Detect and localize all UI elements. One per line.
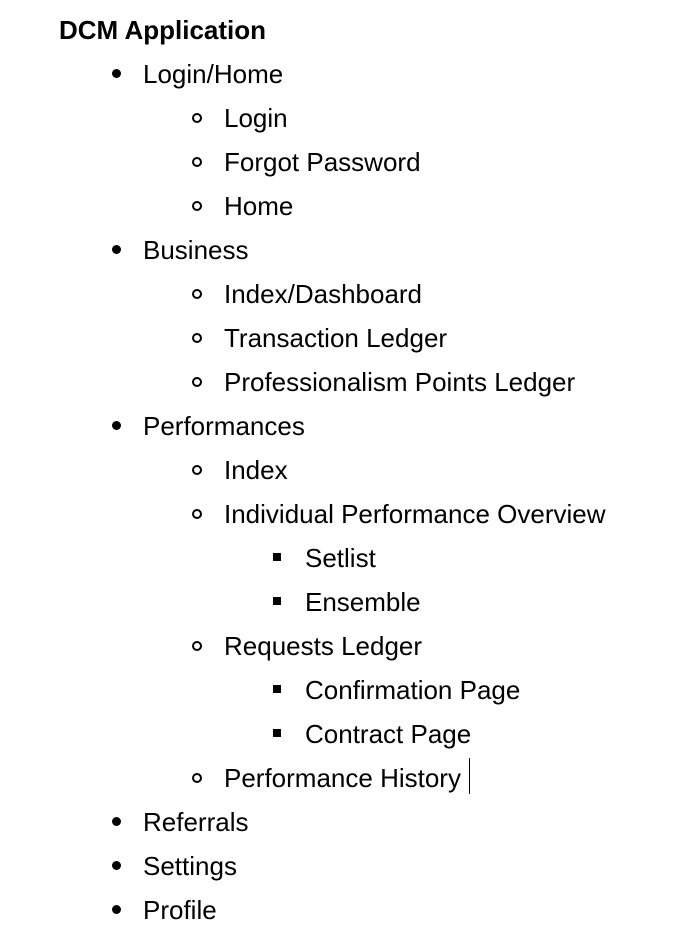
list-item-label: Referrals — [143, 807, 249, 837]
list-item — [224, 184, 293, 228]
list-item-label: Setlist — [305, 543, 376, 573]
circle-bullet-icon — [192, 465, 202, 475]
list-item — [224, 492, 606, 536]
list-item-label: Login — [224, 103, 288, 133]
circle-bullet-icon — [192, 641, 202, 651]
list-item-label: Requests Ledger — [224, 631, 423, 661]
disc-bullet-icon — [112, 905, 121, 914]
circle-bullet-icon — [192, 377, 202, 387]
list-item — [143, 844, 237, 888]
circle-bullet-icon — [192, 157, 202, 167]
list-item — [143, 888, 217, 932]
list-item — [224, 140, 421, 184]
list-item — [143, 404, 305, 448]
list-item — [305, 580, 421, 624]
list-item — [224, 96, 288, 140]
list-item — [224, 756, 461, 800]
disc-bullet-icon — [112, 861, 121, 870]
list-item — [224, 316, 447, 360]
list-item — [224, 360, 575, 404]
list-item — [143, 800, 248, 844]
list-item-label: Contract Page — [305, 719, 472, 749]
square-bullet-icon — [273, 553, 281, 561]
list-item-label: Professionalism Points Ledger — [224, 367, 576, 397]
list-item-label: Index/Dashboard — [224, 279, 423, 309]
list-item-label: Profile — [143, 895, 217, 925]
circle-bullet-icon — [192, 333, 202, 343]
list-item-label: Settings — [143, 851, 237, 881]
list-item-label: Transaction Ledger — [224, 323, 448, 353]
disc-bullet-icon — [112, 817, 121, 826]
circle-bullet-icon — [192, 113, 202, 123]
list-item — [224, 272, 422, 316]
square-bullet-icon — [273, 729, 281, 737]
disc-bullet-icon — [112, 245, 121, 254]
square-bullet-icon — [273, 597, 281, 605]
list-item-label: Login/Home — [143, 59, 284, 89]
list-item-label: Individual Performance Overview — [224, 499, 606, 529]
list-item-label: Confirmation Page — [305, 675, 521, 705]
list-item — [224, 448, 288, 492]
disc-bullet-icon — [112, 421, 121, 430]
circle-bullet-icon — [192, 201, 202, 211]
disc-bullet-icon — [112, 69, 121, 78]
text-caret-icon — [469, 758, 470, 794]
list-item — [305, 668, 520, 712]
list-item — [224, 624, 422, 668]
list-item-label: Business — [143, 235, 249, 265]
circle-bullet-icon — [192, 773, 202, 783]
list-item-label: Forgot Password — [224, 147, 421, 177]
circle-bullet-icon — [192, 509, 202, 519]
list-item — [143, 228, 249, 272]
list-item — [305, 536, 376, 580]
list-item-label: Index — [224, 455, 288, 485]
circle-bullet-icon — [192, 289, 202, 299]
list-item-label: Ensemble — [305, 587, 421, 617]
document-title: DCM Application — [59, 15, 267, 45]
list-item-label: Home — [224, 191, 294, 221]
list-item-label: Performances — [143, 411, 305, 441]
list-item — [305, 712, 471, 756]
square-bullet-icon — [273, 685, 281, 693]
list-item-label: Performance History — [224, 763, 461, 793]
list-item — [143, 52, 283, 96]
